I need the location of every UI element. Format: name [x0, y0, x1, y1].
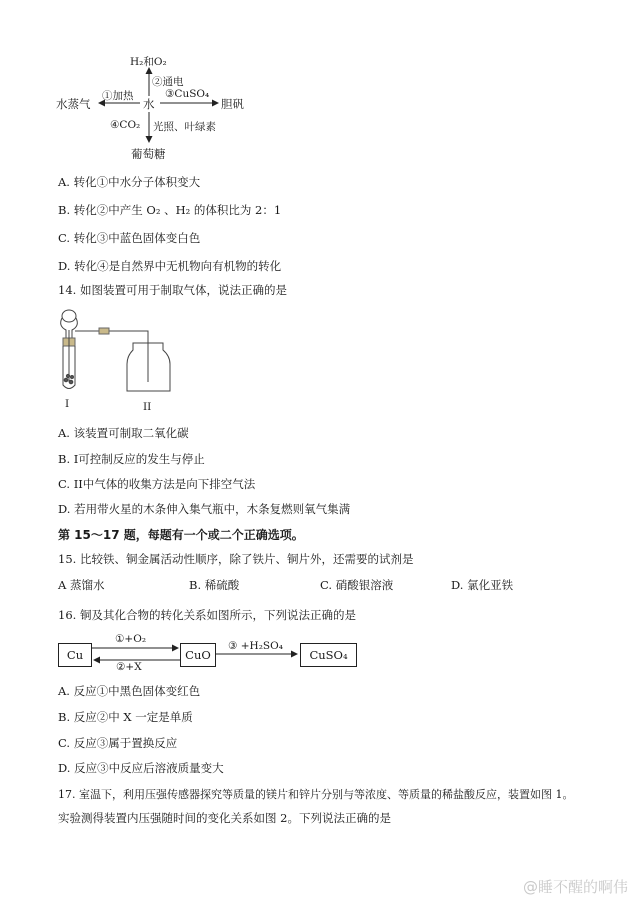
- box-cuo: CuO: [180, 643, 216, 667]
- label-light-chlorophyll: 光照、叶绿素: [153, 121, 216, 133]
- box-cu: Cu: [58, 643, 92, 667]
- q16-option-b: B. 反应②中 X 一定是单质: [58, 710, 193, 724]
- q13-option-d: D. 转化④是自然界中无机物向有机物的转化: [58, 259, 282, 273]
- label-apparatus-ii: II: [143, 401, 152, 413]
- q16-option-c: C. 反应③属于置换反应: [58, 736, 178, 750]
- q14-option-a: A. 该装置可制取二氧化碳: [58, 426, 189, 440]
- q16-stem: 16. 铜及其化合物的转化关系如图所示，下列说法正确的是: [58, 608, 356, 622]
- label-electrolysis: ②通电: [152, 76, 184, 88]
- q17-line-2: 实验测得装置内压强随时间的变化关系如图 2。下列说法正确的是: [58, 811, 391, 825]
- q13-option-a: A. 转化①中水分子体积变大: [58, 175, 201, 189]
- label-h2so4: ③ +H₂SO₄: [228, 640, 283, 652]
- q15-option-d: D. 氯化亚铁: [451, 578, 514, 592]
- q14-option-d: D. 若用带火星的木条伸入集气瓶中，木条复燃则氧气集满: [58, 502, 351, 516]
- label-co2: ④CO₂: [110, 119, 141, 131]
- label-x: ②+X: [116, 661, 142, 673]
- q15-option-a: A 蒸馏水: [58, 578, 105, 592]
- q15-option-c: C. 硝酸银溶液: [320, 578, 394, 592]
- section-heading: 第 15～17 题，每题有一个或二个正确选项。: [58, 528, 304, 542]
- label-apparatus-i: I: [65, 398, 70, 410]
- q15-stem: 15. 比较铁、铜金属活动性顺序，除了铁片、铜片外，还需要的试剂是: [58, 552, 414, 566]
- q17-line-1: 17. 室温下，利用压强传感器探究等质量的镁片和锌片分别与等浓度、等质量的稀盐酸反应，装置如图 1。: [58, 788, 574, 801]
- q14-option-b: B. I可控制反应的发生与停止: [58, 452, 205, 466]
- box-cuso4: CuSO₄: [300, 643, 357, 667]
- q13-option-b: B. 转化②中产生 O₂ 、H₂ 的体积比为 2：1: [58, 203, 282, 217]
- q15-option-b: B. 稀硫酸: [189, 578, 240, 592]
- q13-option-c: C. 转化③中蓝色固体变白色: [58, 231, 201, 245]
- node-blue-vitriol: 胆矾: [221, 97, 244, 111]
- node-glucose: 葡萄糖: [131, 147, 166, 161]
- node-water: 水: [143, 97, 155, 111]
- q16-option-d: D. 反应③中反应后溶液质量变大: [58, 761, 224, 775]
- label-cuso4: ③CuSO₄: [165, 88, 210, 100]
- watermark: @睡不醒的啊伟: [522, 878, 628, 896]
- label-heating: ①加热: [102, 90, 134, 102]
- q14-stem: 14. 如图装置可用于制取气体，说法正确的是: [58, 283, 287, 297]
- node-h2-o2: H₂和O₂: [130, 56, 167, 68]
- label-o2: ①+O₂: [115, 633, 147, 645]
- q14-option-c: C. II中气体的收集方法是向下排空气法: [58, 477, 256, 491]
- q14-apparatus: [61, 310, 170, 391]
- q16-option-a: A. 反应①中黑色固体变红色: [58, 684, 201, 698]
- node-water-vapor: 水蒸气: [56, 97, 91, 111]
